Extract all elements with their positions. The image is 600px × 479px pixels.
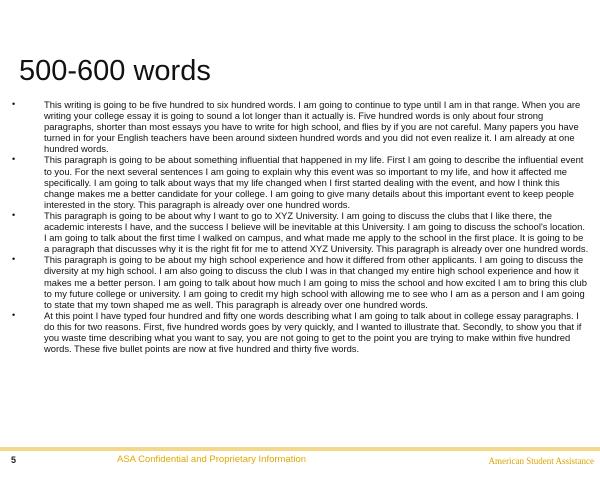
bullet-item-2 [4, 154, 590, 209]
bullet-item-1 [4, 99, 590, 154]
bullet-item-5 [4, 310, 590, 354]
bullet-text: This paragraph is going to be about my high school experience and how it differed from other applicants. I am going to discuss the diversity at my high school. I am also going to discuss the club I was in that changed my entire high school experience and how it makes me a better person. I am going to talk about how much I am going to miss the school and how excited I am to bring this club to my future college or university. I am going to credit my high school with allowing me to see who I am as a person and I am going to state that my town shaped me as well. This paragraph is already over one hundred words. [44, 254, 587, 310]
bullet-item-3 [4, 210, 590, 254]
bullet-text: This paragraph is going to be about something influential that happened in my life. First I am going to describe the influential event to you. For the next several sentences I am going to explain why this event was so important to my life, and how it affected me specifically. I am going to talk about ways that my life changed when I first started dealing with the event, and how I think this change makes me a better candidate for your college. I am going to give many details about this important event to keep people interested in the story. This paragraph is already over one hundred words. [44, 154, 584, 210]
brand-logo-text: American Student Assistance [488, 456, 594, 466]
bullet-text: This paragraph is going to be about why I want to go to XYZ University. I am going to discuss the clubs that I like there, the academic interests I have, and the success I believe will be inevitable at this University. I am going to discuss the school's location. I am going to talk about the first time I walked on campus, and what made me apply to the school in the first place. It is going to be a paragraph that discusses why it is the right fit for me to attend XYZ University. This paragraph is already over one hundred words. [44, 209, 589, 255]
page-number: 5 [11, 455, 17, 465]
confidential-notice: ASA Confidential and Proprietary Information [117, 454, 307, 465]
bullet-icon: • [12, 309, 16, 320]
footer-rule [0, 447, 600, 451]
bullet-icon: • [12, 254, 16, 265]
bullet-text: At this point I have typed four hundred and fifty one words describing what I am going to talk about in college essay paragraphs. I do this for two reasons. First, five hundred words goes by very quickly, and I wanted to illustrate that. Secondly, to show you that if you waste time describing what you want to say, you are not going to get to the point you are trying to make within five hundred words. These five bullet points are now at five hundred and thirty five words. [44, 309, 582, 355]
bullet-item-4 [4, 254, 590, 309]
bullet-icon: • [12, 154, 16, 165]
slide-title: 500-600 words [19, 55, 211, 87]
bullet-text: This writing is going to be five hundred to six hundred words. I am going to continue to type until I am in that range. When you are writing your college essay it is going to sound a lot longer than it actually is. Five hundred words is only about four strong paragraphs, shorter than most essays you have to write for high school, and flies by if you are not careful. Many papers you have turned in for your English teachers have been around sixteen hundred words and you did not even realize it. I am already at one hundred words. [44, 99, 581, 155]
bullet-icon: • [12, 99, 16, 109]
bullet-list [4, 99, 590, 354]
bullet-icon: • [12, 209, 16, 220]
